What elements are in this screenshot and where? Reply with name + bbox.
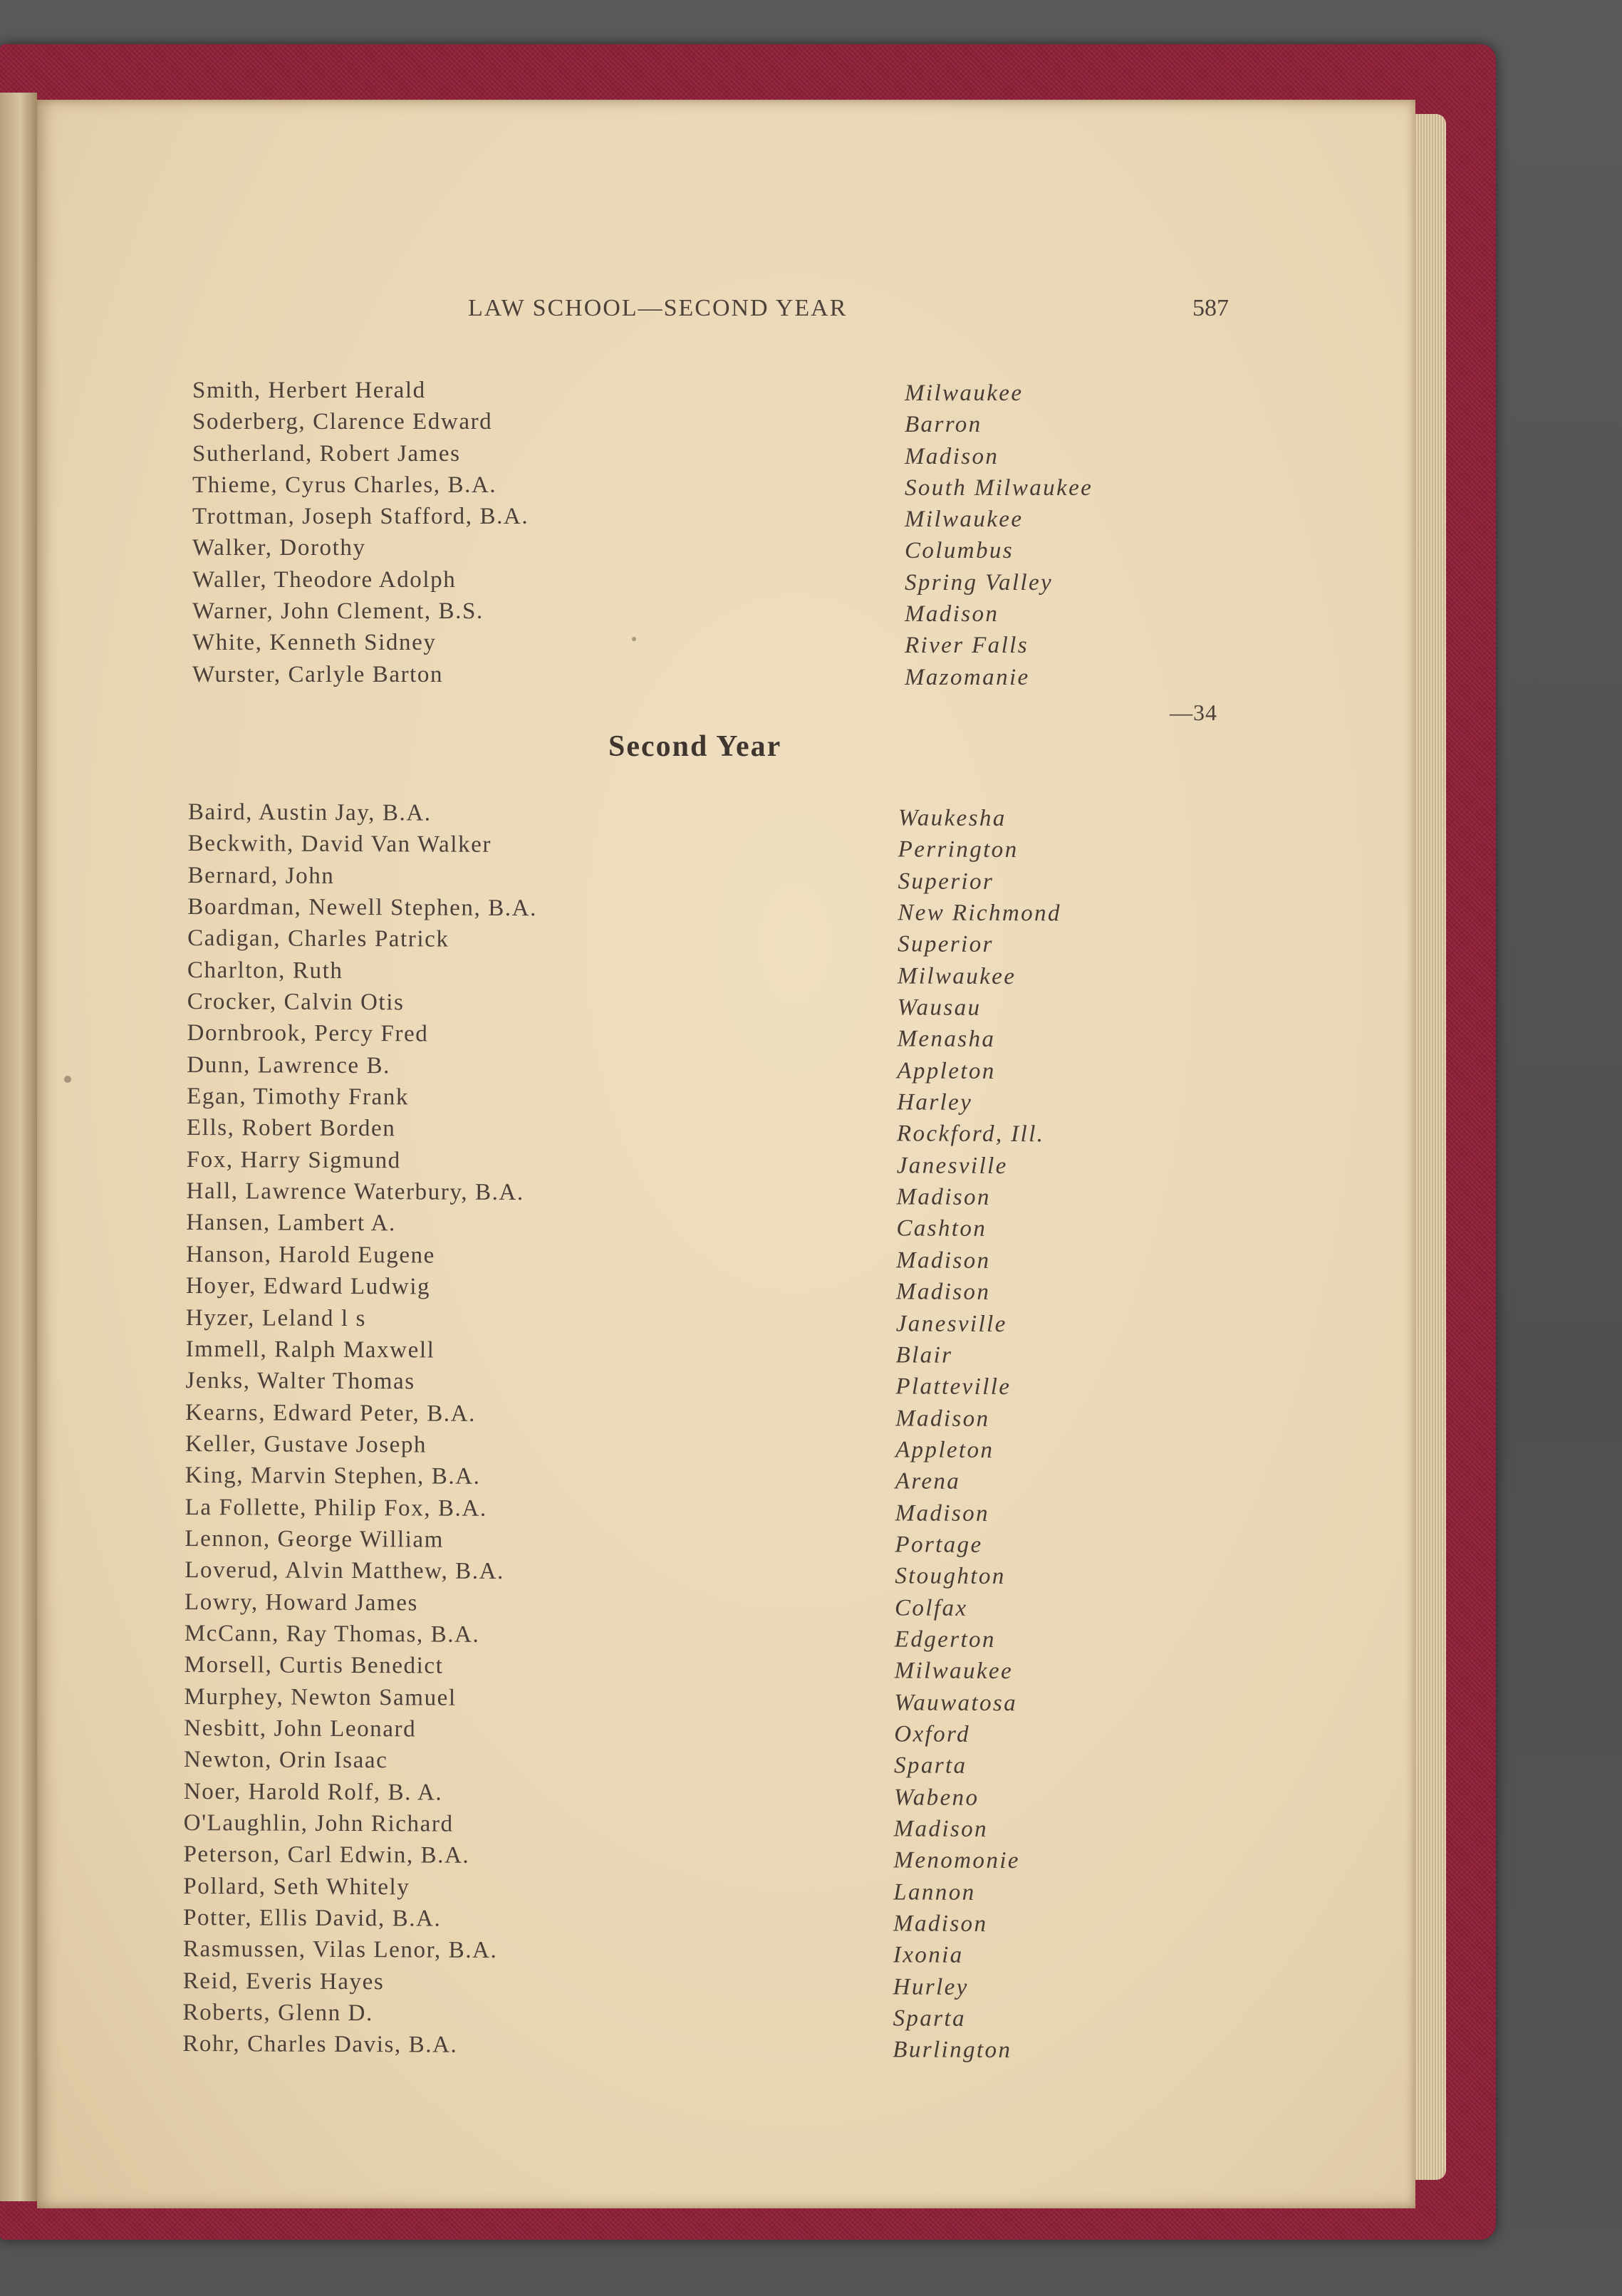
- list-entry: [182, 1997, 1194, 2033]
- student-name: Cadigan, Charles Patrick: [187, 925, 449, 952]
- hometown: Platteville: [895, 1373, 1012, 1401]
- student-name: Fox, Harry Sigmund: [186, 1146, 401, 1174]
- list-entry: [192, 406, 1204, 437]
- student-name: Noer, Harold Rolf, B. A.: [183, 1778, 443, 1806]
- scan-speck: [64, 1076, 71, 1083]
- hometown: Janesville: [895, 1310, 1007, 1337]
- student-name: Loverud, Alvin Matthew, B.A.: [184, 1557, 505, 1585]
- hometown: Madison: [895, 1279, 991, 1306]
- student-name: Immell, Ralph Maxwell: [185, 1336, 435, 1363]
- list-entry: [185, 1492, 1197, 1528]
- second-year-student-list: [182, 796, 1200, 2064]
- hometown: Colfax: [894, 1594, 968, 1621]
- list-entry: [182, 2028, 1194, 2064]
- student-name: Morsell, Curtis Benedict: [184, 1652, 444, 1679]
- list-entry: [184, 1554, 1196, 1591]
- list-entry: [183, 1965, 1195, 2002]
- hometown: Madison: [895, 1405, 990, 1432]
- page-number: 587: [1192, 295, 1229, 321]
- student-name: Hoyer, Edward Ludwig: [185, 1273, 431, 1300]
- student-count: —34: [1170, 700, 1217, 725]
- list-entry: [188, 828, 1200, 864]
- student-name: Dunn, Lawrence B.: [187, 1051, 391, 1079]
- student-name: Lowry, Howard James: [184, 1589, 419, 1616]
- list-entry: [192, 564, 1204, 596]
- list-entry: [187, 1081, 1198, 1117]
- running-head: LAW SCHOOL—SECOND YEAR: [468, 295, 848, 321]
- hometown: Sparta: [893, 2005, 967, 2032]
- list-entry: [187, 986, 1199, 1022]
- list-entry: [192, 659, 1204, 690]
- list-entry: [184, 1523, 1196, 1559]
- student-name: Newton, Orin Isaac: [184, 1747, 388, 1774]
- student-name: Baird, Austin Jay, B.A.: [187, 799, 432, 826]
- list-entry: [192, 596, 1204, 627]
- hometown: Blair: [895, 1342, 953, 1368]
- hometown: Rockford, Ill.: [896, 1121, 1045, 1148]
- hometown: Oxford: [894, 1721, 971, 1747]
- list-entry: [192, 375, 1204, 406]
- student-name: Rohr, Charles Davis, B.A.: [182, 2031, 458, 2059]
- list-entry: [187, 1144, 1198, 1180]
- student-name: Waller, Theodore Adolph: [192, 566, 457, 593]
- list-entry: [186, 1302, 1197, 1338]
- list-entry: [192, 627, 1204, 658]
- student-name: Charlton, Ruth: [187, 957, 343, 984]
- hometown: New Richmond: [898, 900, 1061, 927]
- student-name: Bernard, John: [187, 862, 335, 889]
- hometown: Wabeno: [893, 1784, 979, 1811]
- list-entry: [183, 1902, 1195, 1938]
- student-name: Lennon, George William: [184, 1525, 445, 1553]
- list-entry: [184, 1744, 1195, 1780]
- list-entry: [186, 1239, 1197, 1275]
- student-name: O'Laughlin, John Richard: [183, 1809, 454, 1837]
- hometown: Madison: [893, 1911, 988, 1937]
- student-name: Peterson, Carl Edwin, B.A.: [183, 1842, 470, 1869]
- list-entry: [187, 1112, 1198, 1148]
- student-name: Beckwith, David Van Walker: [187, 831, 492, 858]
- list-entry: [183, 1839, 1195, 1875]
- list-entry: [183, 1933, 1195, 1970]
- hometown: Milwaukee: [905, 507, 1024, 533]
- list-entry: [184, 1776, 1195, 1812]
- hometown: Sparta: [893, 1752, 967, 1780]
- hometown: Madison: [905, 601, 999, 628]
- student-name: McCann, Ray Thomas, B.A.: [184, 1620, 480, 1648]
- hometown: Madison: [896, 1184, 991, 1211]
- list-entry: [188, 796, 1200, 833]
- student-name: Soderberg, Clarence Edward: [192, 409, 493, 435]
- hometown: Superior: [898, 868, 994, 895]
- student-name: Wurster, Carlyle Barton: [192, 661, 444, 687]
- page-content: [37, 100, 1415, 2208]
- student-name: Reid, Everis Hayes: [182, 1968, 385, 1995]
- hometown: Madison: [896, 1247, 991, 1274]
- student-name: Egan, Timothy Frank: [187, 1084, 410, 1111]
- hometown: Columbus: [905, 538, 1014, 564]
- student-name: Keller, Gustave Joseph: [184, 1430, 427, 1458]
- student-name: Smith, Herbert Herald: [192, 378, 426, 403]
- student-name: King, Marvin Stephen, B.A.: [184, 1463, 481, 1490]
- hometown: Perrington: [898, 836, 1019, 863]
- hometown: Madison: [893, 1816, 989, 1842]
- list-entry: [184, 1681, 1195, 1718]
- hometown: Cashton: [896, 1215, 987, 1242]
- hometown: Wauwatosa: [894, 1689, 1018, 1716]
- list-entry: [186, 1270, 1197, 1307]
- list-entry: [187, 891, 1199, 928]
- list-entry: [185, 1365, 1197, 1401]
- hometown: Arena: [895, 1468, 961, 1495]
- hometown: Appleton: [895, 1437, 994, 1463]
- list-entry: [187, 1049, 1198, 1086]
- student-name: Hall, Lawrence Waterbury, B.A.: [186, 1178, 524, 1206]
- list-entry: [192, 469, 1204, 501]
- hometown: Wausau: [897, 994, 982, 1021]
- list-entry: [187, 860, 1199, 896]
- list-entry: [184, 1807, 1195, 1844]
- list-entry: [185, 1397, 1197, 1433]
- student-name: Boardman, Newell Stephen, B.A.: [187, 894, 538, 922]
- student-name: White, Kenneth Sidney: [192, 630, 437, 656]
- hometown: Milwaukee: [894, 1658, 1014, 1685]
- hometown: River Falls: [905, 633, 1029, 659]
- list-entry: [192, 438, 1204, 469]
- list-entry: [185, 1460, 1197, 1496]
- hometown: Madison: [895, 1500, 990, 1527]
- list-entry: [192, 501, 1204, 532]
- list-entry: [187, 1017, 1198, 1054]
- list-entry: [186, 1334, 1197, 1370]
- book-page: [37, 100, 1415, 2208]
- hometown: Mazomanie: [905, 664, 1030, 690]
- hometown: Madison: [905, 443, 999, 469]
- student-name: Nesbitt, John Leonard: [184, 1715, 417, 1742]
- list-entry: [184, 1586, 1196, 1623]
- hometown: Lannon: [893, 1879, 976, 1906]
- student-name: Warner, John Clement, B.S.: [192, 598, 484, 625]
- list-entry: [187, 923, 1199, 959]
- student-name: La Follette, Philip Fox, B.A.: [184, 1494, 487, 1522]
- hometown: Hurley: [893, 1974, 969, 2000]
- hometown: Edgerton: [894, 1626, 996, 1653]
- hometown: Barron: [905, 412, 982, 438]
- hometown: Harley: [897, 1089, 973, 1116]
- hometown: Stoughton: [895, 1563, 1006, 1590]
- hometown: South Milwaukee: [905, 474, 1093, 501]
- hometown: Burlington: [893, 2037, 1012, 2064]
- student-name: Rasmussen, Vilas Lenor, B.A.: [182, 1936, 498, 1964]
- hometown: Appleton: [897, 1058, 996, 1084]
- student-name: Walker, Dorothy: [192, 535, 366, 561]
- list-entry: [187, 955, 1199, 991]
- list-entry: [183, 1871, 1195, 1907]
- list-entry: [184, 1649, 1196, 1685]
- continued-student-list: [192, 375, 1204, 690]
- list-entry: [192, 532, 1204, 563]
- hometown: Menasha: [897, 1026, 996, 1053]
- student-name: Sutherland, Robert James: [192, 440, 461, 467]
- student-name: Trottman, Joseph Stafford, B.A.: [192, 504, 529, 530]
- student-name: Hyzer, Leland l s: [185, 1304, 367, 1331]
- hometown: Menomonie: [893, 1847, 1020, 1874]
- student-name: Murphey, Newton Samuel: [184, 1683, 457, 1711]
- scan-speck: [632, 637, 636, 641]
- list-entry: [185, 1428, 1197, 1465]
- hometown: Milwaukee: [905, 380, 1024, 406]
- hometown: Spring Valley: [905, 569, 1054, 596]
- student-name: Hansen, Lambert A.: [186, 1210, 397, 1237]
- list-entry: [186, 1175, 1197, 1212]
- student-name: Jenks, Walter Thomas: [185, 1368, 415, 1395]
- hometown: Milwaukee: [897, 963, 1017, 989]
- hometown: Superior: [898, 931, 994, 958]
- student-name: Hanson, Harold Eugene: [186, 1241, 436, 1269]
- facing-page-edge: [0, 93, 37, 2201]
- student-name: Kearns, Edward Peter, B.A.: [185, 1399, 477, 1427]
- list-entry: [184, 1618, 1196, 1654]
- student-name: Ells, Robert Borden: [186, 1115, 396, 1142]
- student-name: Crocker, Calvin Otis: [187, 989, 405, 1016]
- student-name: Roberts, Glenn D.: [182, 2000, 373, 2027]
- section-heading: Second Year: [608, 730, 782, 763]
- student-name: Thieme, Cyrus Charles, B.A.: [192, 472, 497, 498]
- list-entry: [184, 1713, 1195, 1749]
- student-name: Dornbrook, Percy Fred: [187, 1020, 429, 1047]
- student-name: Pollard, Seth Whitely: [183, 1873, 410, 1901]
- list-entry: [186, 1207, 1197, 1243]
- hometown: Janesville: [896, 1153, 1008, 1179]
- hometown: Ixonia: [893, 1942, 964, 1969]
- hometown: Portage: [895, 1532, 983, 1558]
- hometown: Waukesha: [898, 805, 1007, 832]
- student-name: Potter, Ellis David, B.A.: [183, 1905, 442, 1932]
